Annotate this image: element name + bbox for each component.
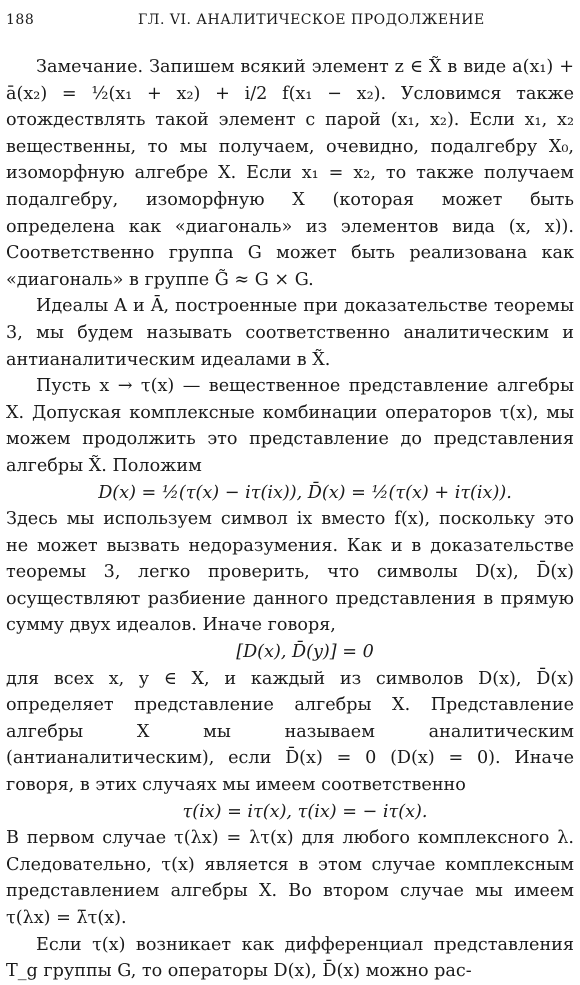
paragraph-ideals: Идеалы A и Ā, построенные при доказательстве теоремы 3, мы будем называть соответственно аналитическим и антианалитическим идеалами в X̃. [6, 296, 574, 370]
running-header [6, 12, 574, 32]
paragraph-symbols: Здесь мы используем символ ix вместо f(x), поскольку это не может вызвать недоразумения. Как и в доказательстве теоремы 3, легко проверить, что символы D(x), D̄(x) осуществляют разбиение данного представления в прямую сумму двух идеалов. Иначе говоря, [6, 509, 574, 636]
paragraph-first-case: В первом случае τ(λx) = λτ(x) для любого комплексного λ. Следовательно, τ(x) является в этом случае комплексным представлением алгебры X. Во втором случае мы имеем τ(λx) = λ̄τ(x). [6, 828, 574, 928]
formula-d-definition: D(x) = ½(τ(x) − iτ(ix)), D̄(x) = ½(τ(x) + iτ(ix)). [98, 482, 512, 503]
paragraph-representation: Пусть x → τ(x) — вещественное представление алгебры X. Допуская комплексные комбинации операторов τ(x), мы можем продолжить это представление до представления алгебры X̃. Положим [6, 376, 574, 476]
page-body [6, 54, 574, 985]
paragraph-analytic: для всех x, y ∈ X, и каждый из символов D(x), D̄(x) определяет представление алгебры X. Представление алгебры X мы называем аналитическим (антианалитическим), если D̄(x) = 0 (D(x) = 0). Иначе говоря, в этих случаях мы имеем соответственно [6, 668, 574, 796]
paragraph-differential: Если τ(x) возникает как дифференциал представления T_g группы G, то операторы D(x), D̄(x) можно рас- [6, 934, 574, 982]
page-number: 188 [6, 12, 35, 28]
paragraph-remark: Замечание. Запишем всякий элемент z ∈ X̃ в виде a(x₁) + ā(x₂) = ½(x₁ + x₂) + i/2 f(x₁ − x₂). Условимся также отождествлять такой элемент с парой (x₁, x₂). Если x₁, x₂ вещественны, то мы получаем, очевидно, подалгебру X₀, изоморфную алгебре X. Если x₁ = x₂, то также получаем подалгебру, изоморфную X (которая может быть определена как «диагональ» из элементов вида (x, x)). Соответственно группа G может быть реализована как «диагональ» в группе G̃ ≈ G × G. [6, 57, 574, 290]
formula-commutator: [D(x), D̄(y)] = 0 [236, 642, 374, 663]
formula-tau-cases: τ(ix) = iτ(x), τ(ix) = − iτ(x). [182, 801, 428, 822]
running-title: ГЛ. VI. АНАЛИТИЧЕСКОЕ ПРОДОЛЖЕНИЕ [138, 12, 485, 28]
